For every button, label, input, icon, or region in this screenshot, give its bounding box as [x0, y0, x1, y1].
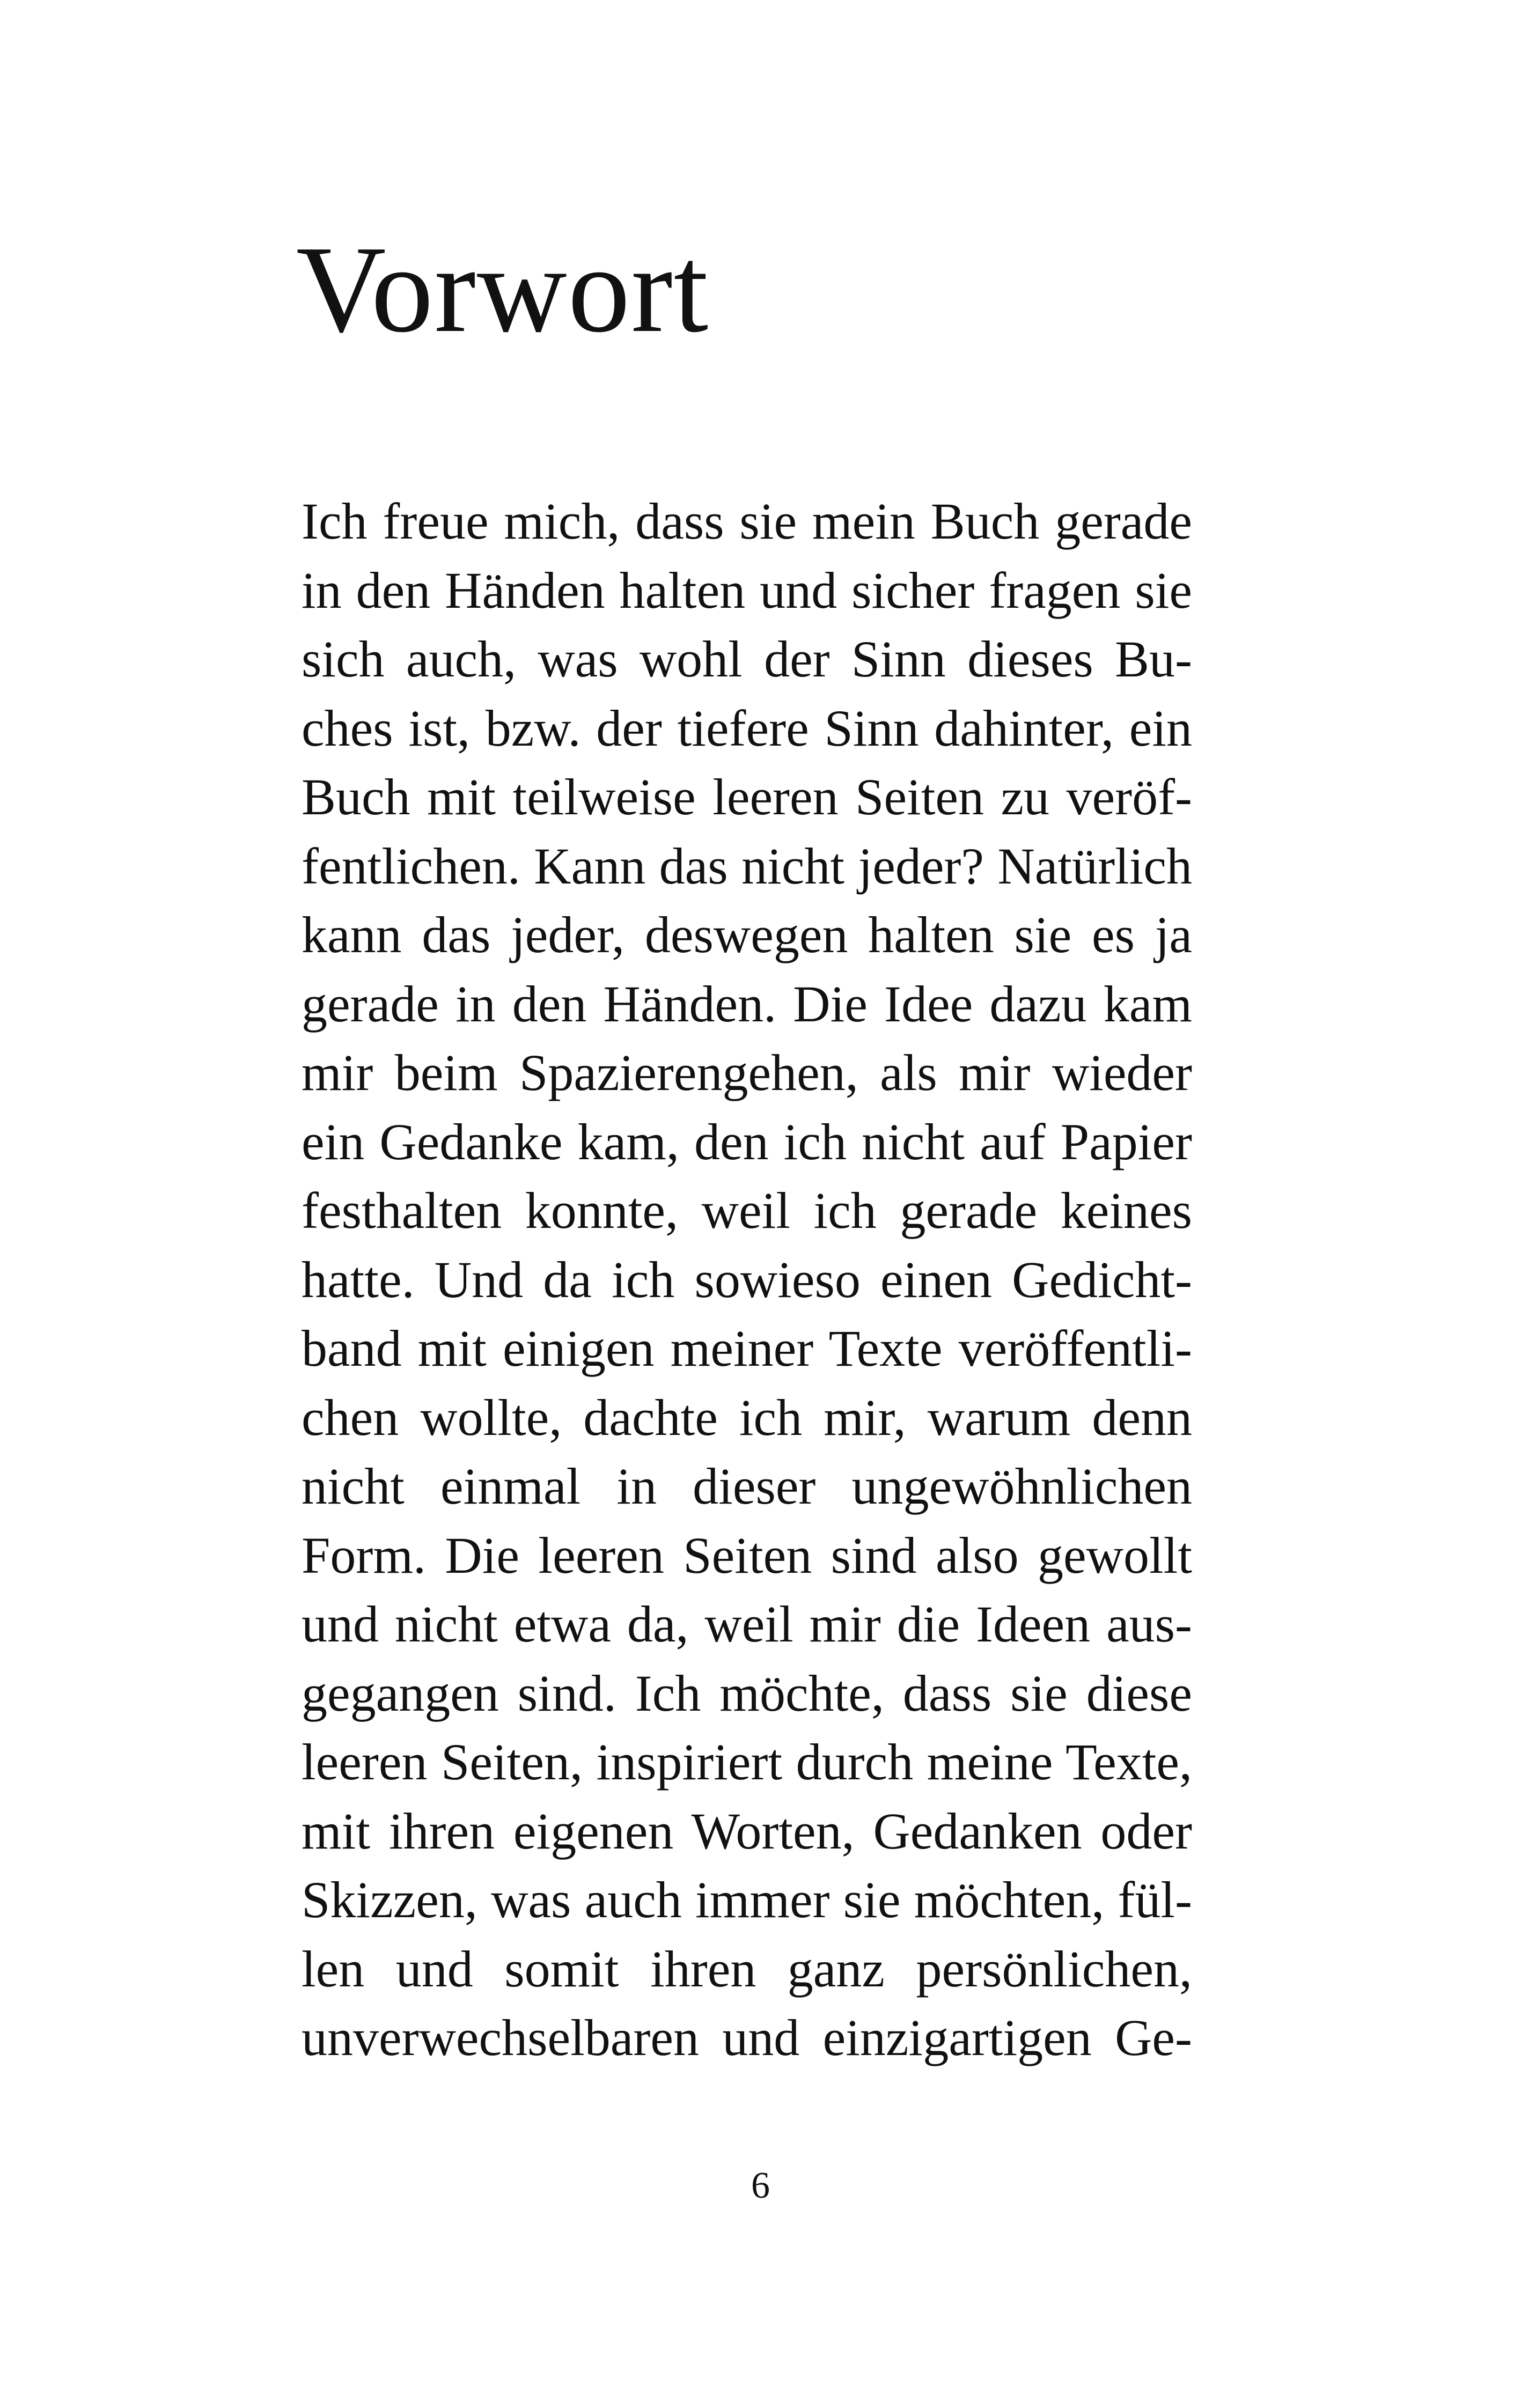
page-number: 6: [751, 2165, 770, 2206]
text-line: ein Gedanke kam, den ich nicht auf Papier: [302, 1113, 1192, 1170]
body-paragraph: [302, 487, 1192, 2073]
text-line: fentlichen. Kann das nicht jeder? Natürlich: [302, 837, 1192, 895]
text-line: und nicht etwa da, weil mir die Ideen aus-: [302, 1595, 1192, 1653]
text-line: nicht einmal in dieser ungewöhnlichen: [302, 1457, 1192, 1515]
text-line: unverwechselbaren und einzigartigen Ge-: [302, 2009, 1192, 2066]
text-line: chen wollte, dachte ich mir, warum denn: [302, 1388, 1192, 1446]
text-line: Ich freue mich, dass sie mein Buch gerade: [302, 492, 1192, 550]
text-line: leeren Seiten, inspiriert durch meine Texte,: [302, 1733, 1192, 1791]
text-line: Buch mit teilweise leeren Seiten zu veröf-: [302, 768, 1192, 826]
text-line: gerade in den Händen. Die Idee dazu kam: [302, 975, 1192, 1033]
text-line: mit ihren eigenen Worten, Gedanken oder: [302, 1802, 1192, 1860]
text-line: kann das jeder, deswegen halten sie es ja: [302, 906, 1192, 963]
text-line: mir beim Spazierengehen, als mir wieder: [302, 1044, 1192, 1101]
text-line: ches ist, bzw. der tiefere Sinn dahinter, ein: [302, 699, 1192, 757]
text-line: festhalten konnte, weil ich gerade keines: [302, 1182, 1192, 1239]
text-line: in den Händen halten und sicher fragen sie: [302, 561, 1192, 619]
text-line: gegangen sind. Ich möchte, dass sie diese: [302, 1664, 1192, 1722]
text-line: Form. Die leeren Seiten sind also gewollt: [302, 1526, 1192, 1584]
text-line: hatte. Und da ich sowieso einen Gedicht-: [302, 1250, 1192, 1308]
page-title: Vorwort: [296, 220, 710, 358]
text-line: len und somit ihren ganz persönlichen,: [302, 1940, 1192, 1998]
text-line: band mit einigen meiner Texte veröffentli-: [302, 1320, 1192, 1377]
text-line: sich auch, was wohl der Sinn dieses Bu-: [302, 630, 1192, 688]
text-line: Skizzen, was auch immer sie möchten, fül-: [302, 1871, 1192, 1928]
